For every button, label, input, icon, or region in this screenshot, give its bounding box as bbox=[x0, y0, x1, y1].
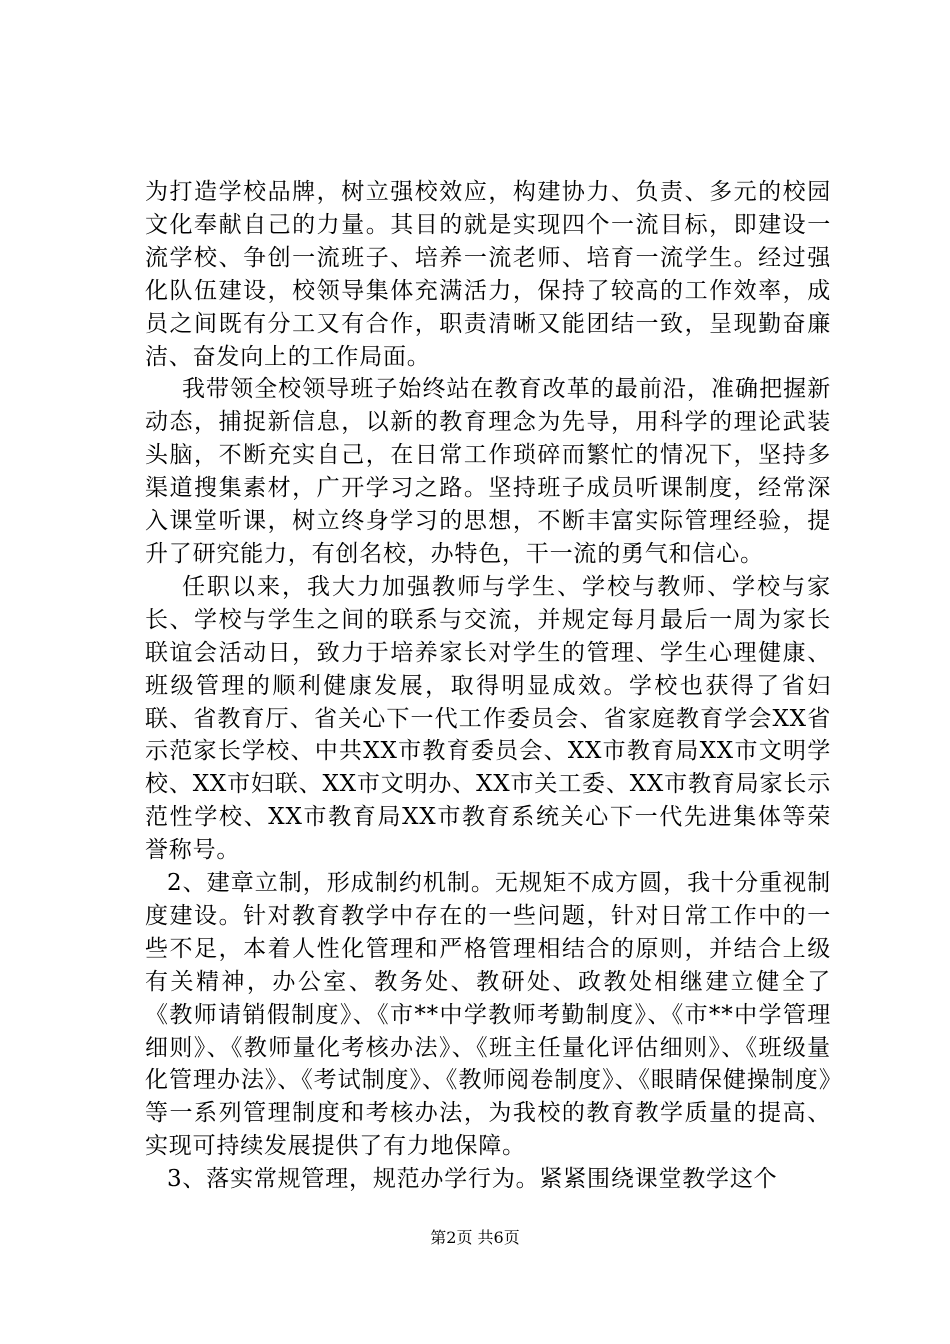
document-body bbox=[145, 176, 831, 1196]
page-footer: 第2页 共6页 bbox=[430, 1228, 520, 1247]
paragraph-2: 我带领全校领导班子始终站在教育改革的最前沿，准确把握新动态，捕捉新信息，以新的教育理念为先导，用科学的理论武装头脑，不断充实自己，在日常工作琐碎而繁忙的情况下，坚持多渠道搜集素材，广开学习之路。坚持班子成员听课制度，经常深入课堂听课，树立终身学习的思想，不断丰富实际管理经验，提升了研究能力，有创名校，办特色，干一流的勇气和信心。 bbox=[145, 376, 831, 567]
paragraph-5: 3、落实常规管理，规范办学行为。紧紧围绕课堂教学这个 bbox=[167, 1166, 778, 1193]
paragraph-3: 任职以来，我大力加强教师与学生、学校与教师、学校与家长、学校与学生之间的联系与交流，并规定每月最后一周为家长联谊会活动日，致力于培养家长对学生的管理、学生心理健康、班级管理的顺利健康发展，取得明显成效。学校也获得了省妇联、省教育厅、省关心下一代工作委员会、省家庭教育学会XX省示范家长学校、中共XX市教育委员会、XX市教育局XX市文明学校、XX市妇联、XX市文明办、XX市关工委、XX市教育局家长示范性学校、XX市教育局XX市教育系统关心下一代先进集体等荣誉称号。 bbox=[145, 573, 831, 864]
paragraph-4: 2、建章立制，形成制约机制。无规矩不成方圆，我十分重视制度建设。针对教育教学中存在的一些问题，针对日常工作中的一些不足，本着人性化管理和严格管理相结合的原则，并结合上级有关精神，办公室、教务处、教研处、政教处相继建立健全了《教师请销假制度》、《市**中学教师考勤制度》、《市**中学管理细则》、《教师量化考核办法》、《班主任量化评估细则》、《班级量化管理办法》、《考试制度》、《教师阅卷制度》、《眼睛保健操制度》等一系列管理制度和考核办法，为我校的教育教学质量的提高、实现可持续发展提供了有力地保障。 bbox=[145, 870, 831, 1160]
paragraph-1: 为打造学校品牌，树立强校效应，构建协力、负责、多元的校园文化奉献自己的力量。其目的就是实现四个一流目标，即建设一流学校、争创一流班子、培养一流老师、培育一流学生。经过强化队伍建设，校领导集体充满活力，保持了较高的工作效率，成员之间既有分工又有合作，职责清晰又能团结一致，呈现勤奋廉洁、奋发向上的工作局面。 bbox=[145, 179, 831, 370]
